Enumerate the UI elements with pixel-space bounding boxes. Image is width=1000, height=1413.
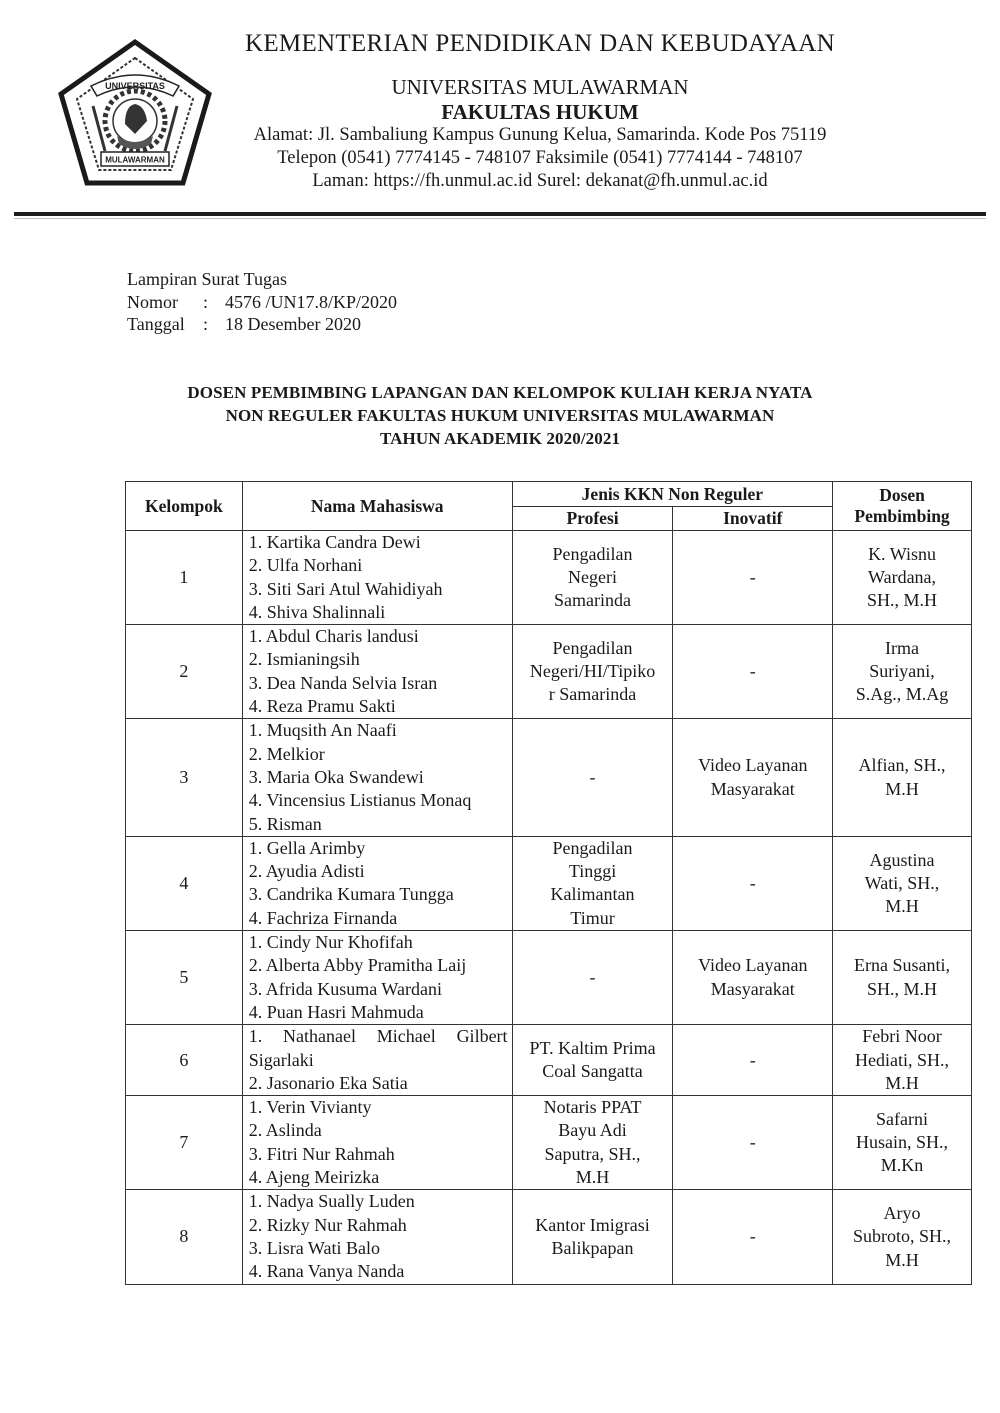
inovatif-line: -	[749, 1226, 756, 1247]
group-number: 6	[126, 1025, 243, 1096]
emblem-bottom-text: MULAWARMAN	[105, 155, 165, 165]
student-name: 2. Ayudia Adisti	[248, 861, 365, 882]
address-line: Alamat: Jl. Sambaliung Kampus Gunung Kelua, Samarinda. Kode Pos 75119	[253, 125, 827, 145]
web-email-line: Laman: https://fh.unmul.ac.id Surel: dekanat@fh.unmul.ac.id	[312, 171, 768, 191]
inovatif-cell	[673, 1025, 833, 1096]
student-name: 3. Siti Sari Atul Wahidiyah	[248, 578, 443, 599]
attachment-heading: Lampiran Surat Tugas	[127, 269, 287, 289]
letterhead	[215, 28, 865, 193]
document-title	[100, 381, 900, 450]
group-number: 4	[126, 836, 243, 930]
group-number: 5	[126, 931, 243, 1025]
inovatif-line: -	[749, 1132, 756, 1153]
student-name: 1. Muqsith An Naafi	[248, 720, 397, 741]
table-row	[126, 719, 972, 836]
student-list	[242, 531, 512, 625]
table-row	[126, 1096, 972, 1190]
title-line-3: TAHUN AKADEMIK 2020/2021	[379, 429, 621, 448]
inovatif-cell	[673, 719, 833, 836]
inovatif-line: -	[749, 1049, 756, 1070]
profesi-line: Negeri/HI/Tipiko	[529, 661, 656, 682]
title-line-2: NON REGULER FAKULTAS HUKUM UNIVERSITAS MULAWARMAN	[225, 406, 775, 425]
supervisor-line: Agustina	[869, 849, 935, 870]
student-name: 2. Ismianingsih	[248, 649, 360, 670]
number-label: Nomor	[127, 291, 178, 312]
inovatif-line: Masyarakat	[710, 978, 795, 999]
student-list	[242, 625, 512, 719]
supervisor-line: M.H	[885, 1072, 919, 1093]
supervisor-line: M.Kn	[880, 1155, 924, 1176]
profesi-line: Notaris PPAT	[543, 1097, 642, 1118]
student-list	[242, 1025, 512, 1096]
table-row	[126, 531, 972, 625]
ministry-name: KEMENTERIAN PENDIDIKAN DAN KEBUDAYAAN	[244, 30, 835, 57]
header-group: Kelompok	[126, 482, 243, 531]
student-name: 4. Shiva Shalinnali	[248, 601, 386, 622]
student-name: 2. Aslinda	[248, 1120, 322, 1141]
supervisor-line: SH., M.H	[867, 978, 938, 999]
student-name: 3. Candrika Kumara Tungga	[248, 884, 454, 905]
table-row	[126, 836, 972, 930]
supervisor-line: Irma	[885, 637, 920, 658]
student-list	[242, 931, 512, 1025]
student-list	[242, 1190, 512, 1284]
inovatif-cell	[673, 1190, 833, 1284]
supervisor-line: Alfian, SH.,	[858, 755, 946, 776]
letterhead-divider	[14, 212, 986, 216]
date-row	[127, 313, 397, 336]
student-name: 5. Risman	[248, 813, 322, 834]
profesi-cell	[512, 931, 673, 1025]
student-name: 2. Rizky Nur Rahmah	[248, 1214, 407, 1235]
profesi-cell	[512, 1190, 673, 1284]
inovatif-line: -	[749, 661, 756, 682]
profesi-line: M.H	[575, 1167, 610, 1188]
student-name: Sigarlaki	[248, 1049, 314, 1070]
student-name: 1. Cindy Nur Khofifah	[248, 932, 413, 953]
group-number: 3	[126, 719, 243, 836]
student-name: 4. Vincensius Listianus Monaq	[248, 790, 472, 811]
student-name: 3. Afrida Kusuma Wardani	[248, 978, 442, 999]
inovatif-cell	[673, 625, 833, 719]
profesi-line: Samarinda	[554, 590, 632, 611]
student-name: 2. Ulfa Norhani	[248, 555, 363, 576]
supervisor-cell	[833, 931, 972, 1025]
student-name-word: Nathanael	[283, 1026, 357, 1047]
profesi-cell	[512, 531, 673, 625]
attachment-info	[127, 268, 397, 336]
table-body	[126, 531, 972, 1285]
inovatif-line: Video Layanan	[698, 955, 808, 976]
student-name: 3. Lisra Wati Balo	[248, 1237, 380, 1258]
student-name-word: Michael	[376, 1026, 436, 1047]
supervisor-line: M.H	[885, 1249, 919, 1270]
date-label: Tanggal	[127, 314, 185, 334]
inovatif-cell	[673, 1096, 833, 1190]
profesi-line: Kantor Imigrasi	[535, 1214, 650, 1235]
inovatif-line: Video Layanan	[698, 755, 808, 776]
profesi-line: Saputra, SH.,	[544, 1143, 641, 1164]
profesi-cell	[512, 1096, 673, 1190]
student-name-word: Gilbert	[456, 1026, 508, 1047]
profesi-line: -	[589, 966, 596, 987]
student-name	[249, 1025, 508, 1048]
profesi-line: Pengadilan	[552, 837, 633, 858]
title-line-1: DOSEN PEMBIMBING LAPANGAN DAN KELOMPOK KULIAH KERJA NYATA	[187, 383, 813, 402]
table-row	[126, 1025, 972, 1096]
student-name: 3. Maria Oka Swandewi	[248, 766, 424, 787]
supervisor-cell	[833, 625, 972, 719]
profesi-cell	[512, 719, 673, 836]
table-row	[126, 931, 972, 1025]
number-row	[127, 291, 397, 314]
student-name: 2. Alberta Abby Pramitha Laij	[248, 955, 467, 976]
table-row	[126, 1190, 972, 1284]
number-value: 4576 /UN17.8/KP/2020	[225, 291, 398, 312]
date-value: 18 Desember 2020	[225, 314, 361, 334]
phone-line: Telepon (0541) 7774145 - 748107 Faksimile (0541) 7774144 - 748107	[277, 148, 803, 168]
student-name: 3. Fitri Nur Rahmah	[248, 1143, 395, 1164]
student-name: 4. Ajeng Meirizka	[248, 1167, 380, 1188]
date-colon: :	[203, 314, 209, 334]
supervisor-line: Aryo	[883, 1202, 921, 1223]
group-number: 7	[126, 1096, 243, 1190]
letterhead-divider-thin	[14, 218, 986, 219]
inovatif-cell	[673, 836, 833, 930]
table-row	[126, 625, 972, 719]
supervisor-line: Safarni	[876, 1108, 929, 1129]
student-name-word: 1.	[248, 1026, 263, 1047]
profesi-line: Pengadilan	[552, 543, 633, 564]
supervisor-cell	[833, 719, 972, 836]
student-name: 4. Reza Pramu Sakti	[248, 696, 396, 717]
inovatif-cell	[673, 531, 833, 625]
student-name: 3. Dea Nanda Selvia Isran	[248, 672, 438, 693]
supervisor-line: SH., M.H	[867, 590, 938, 611]
supervisor-cell	[833, 1025, 972, 1096]
kkn-groups-table	[125, 481, 972, 1285]
student-name: 1. Kartika Candra Dewi	[248, 532, 421, 552]
student-name: 1. Abdul Charis landusi	[248, 626, 419, 647]
group-number: 1	[126, 531, 243, 625]
profesi-line: -	[589, 766, 596, 787]
faculty-name: FAKULTAS HUKUM	[441, 100, 639, 124]
header-students: Nama Mahasiswa	[242, 482, 512, 531]
student-name: 2. Melkior	[248, 743, 325, 764]
profesi-line: r Samarinda	[548, 684, 637, 705]
university-name: UNIVERSITAS MULAWARMAN	[391, 75, 689, 99]
supervisor-line: Subroto, SH.,	[853, 1226, 952, 1247]
student-name: 4. Rana Vanya Nanda	[248, 1261, 405, 1282]
header-profesi: Profesi	[512, 507, 673, 531]
profesi-line: Timur	[570, 907, 615, 928]
supervisor-cell	[833, 531, 972, 625]
profesi-cell	[512, 836, 673, 930]
header-supervisor: Dosen Pembimbing	[833, 482, 972, 531]
inovatif-line: -	[749, 566, 756, 587]
group-number: 8	[126, 1190, 243, 1284]
profesi-line: Balikpapan	[551, 1237, 634, 1258]
inovatif-line: -	[749, 872, 756, 893]
supervisor-line: Husain, SH.,	[856, 1132, 949, 1153]
supervisor-cell	[833, 836, 972, 930]
profesi-cell	[512, 625, 673, 719]
profesi-line: Pengadilan	[552, 637, 633, 658]
header-inovatif: Inovatif	[673, 507, 833, 531]
group-number: 2	[126, 625, 243, 719]
supervisor-line: S.Ag., M.Ag	[855, 684, 949, 705]
student-name: 1. Nadya Sually Luden	[248, 1191, 415, 1212]
student-list	[242, 719, 512, 836]
supervisor-line: M.H	[885, 778, 919, 799]
supervisor-line: K. Wisnu	[868, 543, 937, 564]
supervisor-line: Febri Noor	[862, 1026, 942, 1047]
supervisor-cell	[833, 1190, 972, 1284]
inovatif-line: Masyarakat	[710, 778, 795, 799]
profesi-cell	[512, 1025, 673, 1096]
profesi-line: Tinggi	[568, 861, 617, 882]
header-kkn-type: Jenis KKN Non Reguler	[512, 482, 832, 507]
supervisor-line: Hediati, SH.,	[855, 1049, 950, 1070]
university-emblem-icon	[55, 36, 215, 191]
student-list	[242, 836, 512, 930]
profesi-line: Negeri	[568, 566, 618, 587]
number-colon: :	[203, 291, 209, 312]
inovatif-cell	[673, 931, 833, 1025]
student-name: 1. Verin Vivianty	[248, 1097, 372, 1118]
student-name: 4. Puan Hasri Mahmuda	[248, 1001, 424, 1022]
profesi-line: Coal Sangatta	[542, 1061, 643, 1082]
supervisor-cell	[833, 1096, 972, 1190]
supervisor-line: M.H	[885, 896, 919, 917]
student-name: 1. Gella Arimby	[248, 837, 366, 858]
supervisor-line: Suriyani,	[869, 661, 935, 682]
student-list	[242, 1096, 512, 1190]
student-name: 2. Jasonario Eka Satia	[248, 1072, 408, 1093]
profesi-line: Bayu Adi	[558, 1120, 627, 1141]
emblem-top-text: UNIVERSITAS	[105, 81, 165, 91]
student-name: 4. Fachriza Firnanda	[248, 907, 398, 928]
supervisor-line: Wardana,	[868, 566, 937, 587]
supervisor-line: Wati, SH.,	[864, 872, 940, 893]
supervisor-line: Erna Susanti,	[854, 955, 951, 976]
profesi-line: Kalimantan	[550, 884, 635, 905]
profesi-line: PT. Kaltim Prima	[529, 1037, 656, 1058]
